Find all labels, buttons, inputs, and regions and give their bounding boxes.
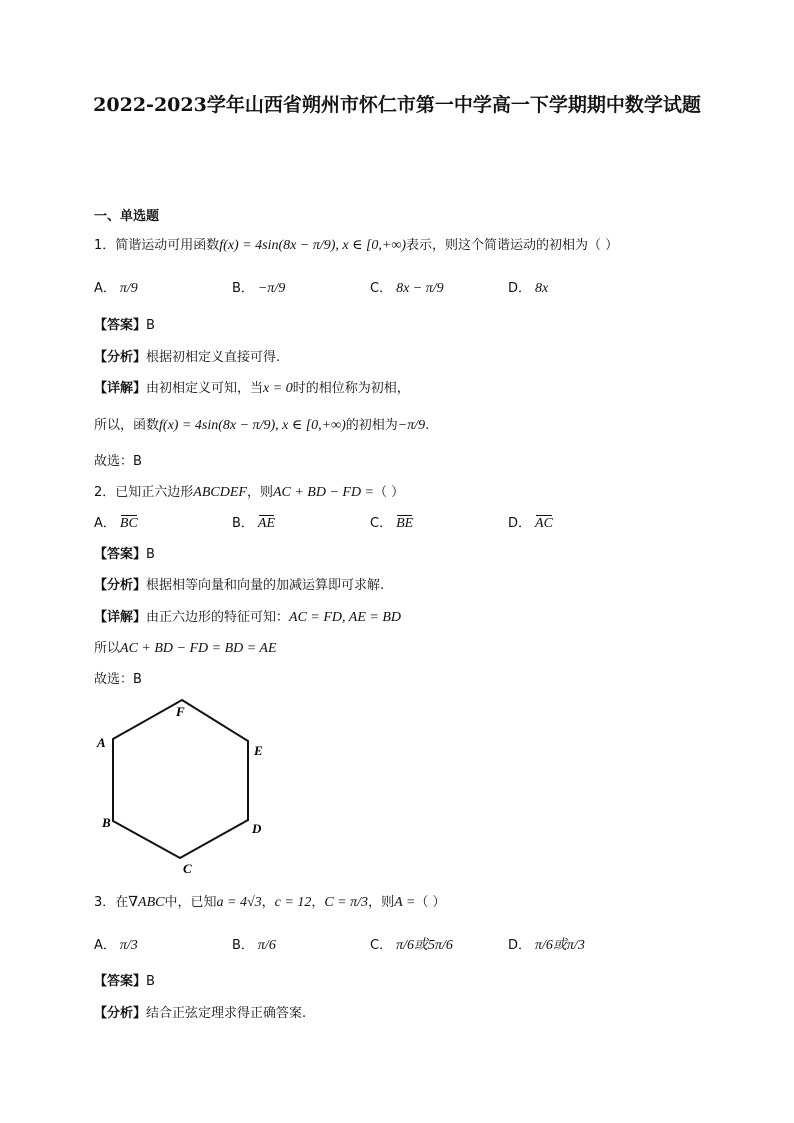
option-label: B． — [232, 281, 254, 296]
vertex-label-c: C — [183, 861, 192, 876]
q3-option-c — [370, 934, 453, 954]
option-value: 8x — [535, 281, 549, 296]
q2-stem — [94, 481, 404, 501]
vertex-label-b: B — [102, 815, 111, 830]
q3-text: ，则 — [368, 895, 395, 910]
option-label: C． — [370, 938, 393, 953]
option-value: π/6或5π/6 — [396, 938, 453, 953]
detail-text: 所以 — [94, 641, 121, 656]
q3-text: ， — [311, 895, 325, 910]
q1-answer — [94, 314, 155, 333]
option-value: −π/9 — [257, 281, 286, 296]
analysis-text: 根据初相定义直接可得. — [146, 350, 281, 365]
answer-value: B — [146, 318, 155, 333]
answer-value: B — [146, 974, 155, 989]
answer-tag: 【答案】 — [94, 547, 147, 562]
detail-tag: 【详解】 — [94, 381, 147, 396]
q2-stem-suffix: （ ） — [374, 485, 405, 500]
q3-formula: C = π/3 — [324, 895, 369, 910]
q1-analysis — [94, 346, 280, 365]
option-value: π/6 — [257, 938, 276, 953]
q2-option-a — [94, 512, 138, 532]
q2-analysis — [94, 574, 384, 593]
q3-option-d — [508, 934, 585, 954]
q3-formula: A = — [394, 895, 416, 910]
option-label: C． — [370, 516, 393, 531]
q1-choose: 故选：B — [94, 454, 142, 469]
q1-option-d — [508, 277, 548, 297]
q2-detail-1 — [94, 606, 401, 626]
detail-text: 所以，函数 — [94, 418, 160, 433]
analysis-tag: 【分析】 — [94, 1006, 147, 1021]
q3-option-a — [94, 934, 138, 954]
q3-stem — [94, 891, 445, 911]
detail-formula: AC = FD, AE = BD — [289, 610, 401, 625]
q2-choose: 故选：B — [94, 672, 142, 687]
page-title: 2022-2023学年山西省朔州市怀仁市第一中学高一下学期期中数学试题 — [93, 94, 701, 116]
option-label: B． — [232, 938, 254, 953]
option-value: AC — [535, 516, 553, 531]
detail-formula: −π/9 — [397, 418, 426, 433]
q3-text: （ ） — [415, 895, 446, 910]
option-value: 8x − π/9 — [396, 281, 444, 296]
detail-text: . — [425, 418, 430, 433]
detail-text: 由正六边形的特征可知： — [146, 610, 290, 625]
hexagon-shape — [113, 700, 248, 858]
q2-option-b — [232, 512, 275, 532]
q3-formula: c = 12 — [274, 895, 312, 910]
q1-stem-formula: f(x) = 4sin(8x − π/9), x ∈ [0,+∞) — [219, 238, 406, 253]
detail-text: 时的相位称为初相， — [292, 381, 410, 396]
q3-formula: a = 4√3 — [216, 895, 262, 910]
option-value: BE — [396, 516, 414, 531]
analysis-text: 根据相等向量和向量的加减运算即可求解. — [146, 578, 385, 593]
detail-formula: x = 0 — [263, 381, 293, 396]
q3-analysis — [94, 1002, 306, 1021]
analysis-tag: 【分析】 — [94, 578, 147, 593]
answer-value: B — [146, 547, 155, 562]
detail-tag: 【详解】 — [94, 610, 147, 625]
q2-option-d — [508, 512, 553, 532]
option-value: π/3 — [119, 938, 138, 953]
q2-stem-prefix: 2．已知正六边形 — [94, 485, 194, 500]
option-label: D． — [508, 938, 532, 953]
q1-option-c — [370, 277, 444, 297]
q1-detail-1 — [94, 377, 410, 397]
option-label: C． — [370, 281, 393, 296]
vertex-label-a: A — [97, 735, 106, 750]
option-label: D． — [508, 516, 532, 531]
detail-formula: f(x) = 4sin(8x − π/9), x ∈ [0,+∞) — [159, 418, 346, 433]
q2-stem-formula: ABCDEF — [193, 485, 247, 500]
option-value: AE — [257, 516, 276, 531]
q2-detail-2 — [94, 637, 277, 657]
q1-option-b — [232, 277, 285, 297]
q3-text: 中，已知 — [164, 895, 217, 910]
option-label: D． — [508, 281, 532, 296]
answer-tag: 【答案】 — [94, 974, 147, 989]
vertex-label-d: D — [252, 821, 262, 836]
q3-formula: ∇ABC — [128, 895, 165, 910]
q2-stem-mid: ，则 — [246, 485, 273, 500]
q3-option-b — [232, 934, 276, 954]
q3-text: ， — [261, 895, 275, 910]
q3-answer — [94, 970, 155, 989]
detail-text: 由初相定义可知，当 — [146, 381, 264, 396]
option-value: π/9 — [119, 281, 138, 296]
q1-stem-suffix: 表示，则这个简谐运动的初相为（ ） — [406, 238, 619, 253]
q3-stem-prefix: 3．在 — [94, 895, 129, 910]
q2-stem-vector: AC + BD − FD = — [272, 485, 375, 500]
q1-detail-2 — [94, 414, 429, 434]
q2-option-c — [370, 512, 413, 532]
hexagon-figure — [90, 690, 280, 880]
option-value: BC — [119, 516, 138, 531]
q1-option-a — [94, 277, 138, 297]
detail-formula: AC + BD − FD = BD = AE — [120, 641, 277, 656]
q1-stem-prefix: 1．简谐运动可用函数 — [94, 238, 220, 253]
option-label: A． — [94, 938, 116, 953]
detail-text: 的初相为 — [345, 418, 398, 433]
answer-tag: 【答案】 — [94, 318, 147, 333]
vertex-label-f: F — [176, 704, 185, 719]
option-label: A． — [94, 281, 116, 296]
analysis-tag: 【分析】 — [94, 350, 147, 365]
q2-answer — [94, 543, 155, 562]
option-label: A． — [94, 516, 116, 531]
section-heading: 一、单选题 — [94, 209, 160, 224]
option-value: π/6或π/3 — [535, 938, 585, 953]
analysis-text: 结合正弦定理求得正确答案. — [146, 1006, 307, 1021]
vertex-label-e: E — [254, 743, 263, 758]
option-label: B． — [232, 516, 254, 531]
q1-stem — [94, 234, 618, 254]
